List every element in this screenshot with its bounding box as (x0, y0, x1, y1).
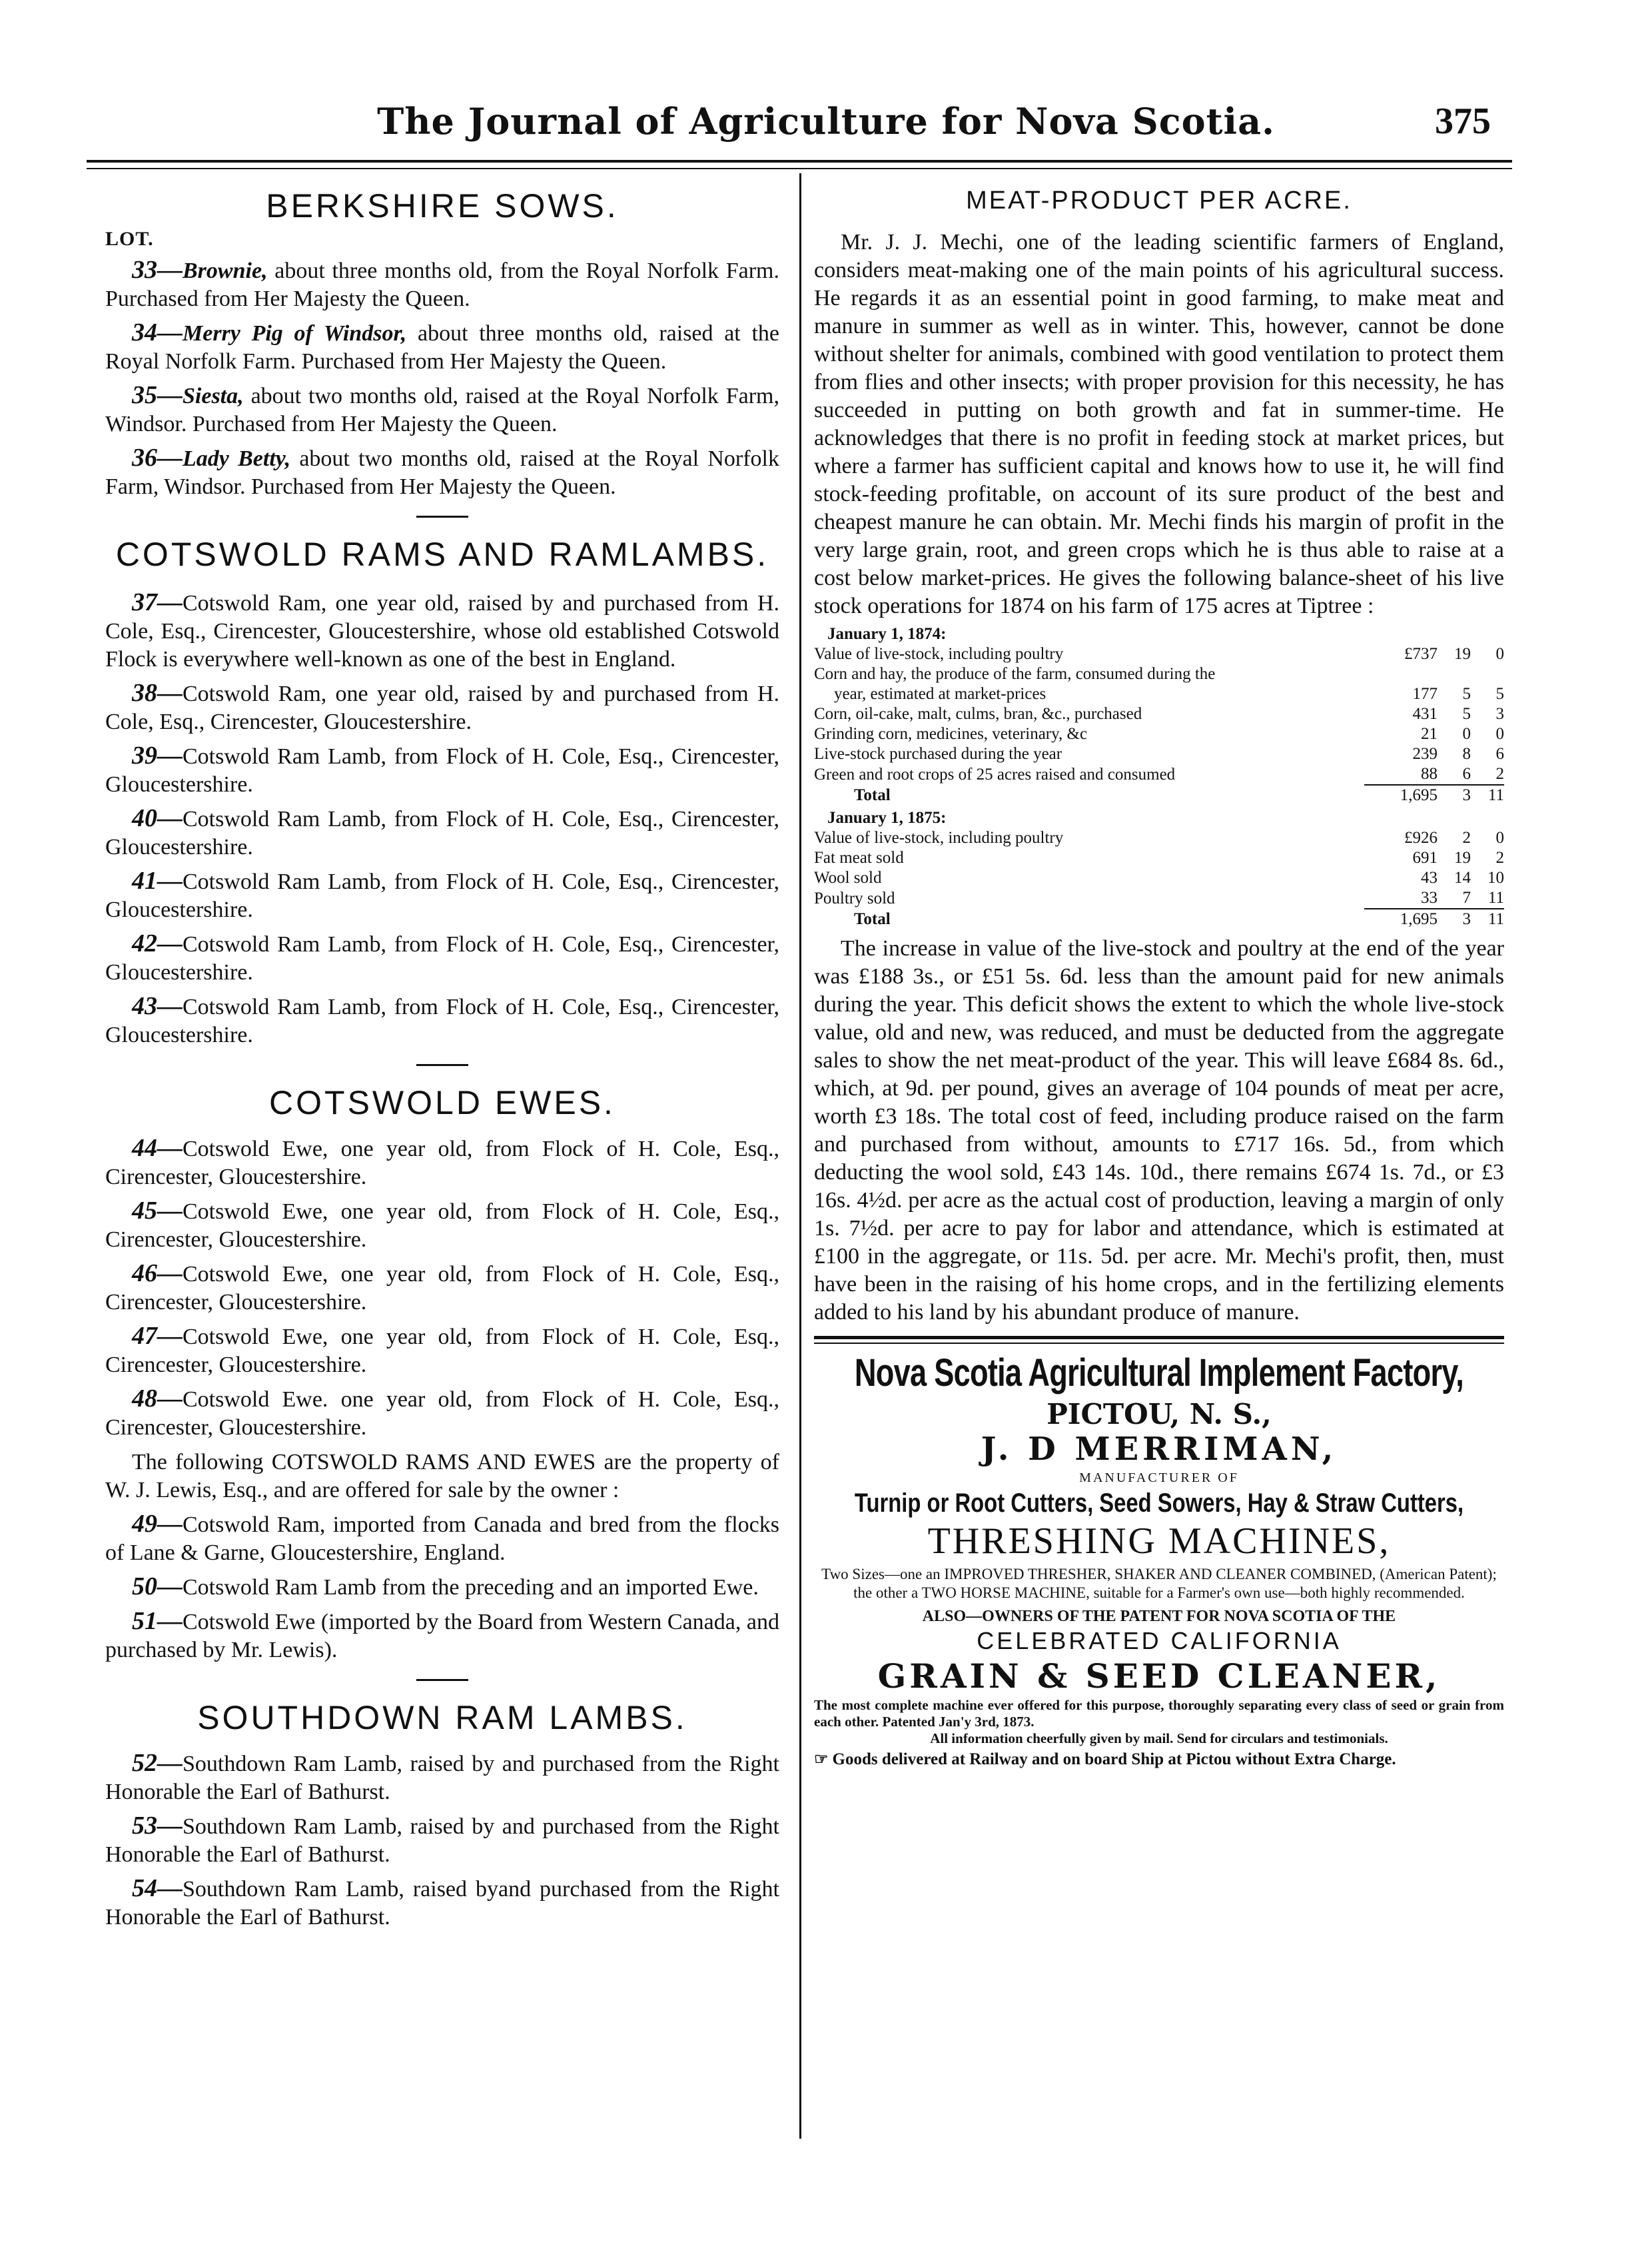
lot-dash: — (157, 318, 183, 346)
total-label: Total (854, 910, 891, 928)
lot-description: Southdown Ram Lamb, raised by and purchased from the Right Honorable the Earl of Bathurst. (105, 1814, 779, 1867)
lot-description: Southdown Ram Lamb, raised by and purchased from the Right Honorable the Earl of Bathurst. (105, 1752, 779, 1804)
header-rule-thin (87, 168, 1512, 169)
lot-dash: — (157, 992, 183, 1020)
balance-pounds: 177 (1412, 685, 1438, 703)
advert-title: Nova Scotia Agricultural Implement Factory, (854, 1351, 1464, 1395)
lot-dash: — (157, 679, 183, 707)
lot-description: Cotswold Ram Lamb, from Flock of H. Cole, Esq., Cirencester, Gloucestershire. (105, 807, 779, 859)
lot-item (105, 256, 779, 313)
lot-number: 48 (132, 1385, 157, 1412)
advert-sizes: Two Sizes—one an IMPROVED THRESHER, SHAKER AND CLEANER COMBINED, (American Patent); the other a TWO HORSE MACHINE, suitable for a Farmer's own use—both highly recommended. (821, 1566, 1497, 1601)
section-rule (416, 1064, 468, 1066)
lot-number: 42 (132, 929, 157, 957)
meat-para-2: The increase in value of the live-stock and poultry at the end of the year was £188 3s., or £51 5s. 6d. less than the amount paid for new animals during the year. This deficit shows the extent to which the whole live-stock value, old and new, was reduced, and must be deducted from the aggregate sales to show the net meat-product of the year. This will leave £684 8s. 6d., which, at 9d. per pound, gives an average of 104 pounds of meat per acre, worth £3 18s. The total cost of feed, including produce raised on the farm and purchased from without, amounts to £717 16s. 5d., from which deducting the wool sold, £43 14s. 10d., there remains £674 1s. 7d., or £3 16s. 4½d. per acre as the actual cost of production, leaving a margin of only 1s. 7½d. per acre to pay for labor and attendance, which is estimated at £100 in the aggregate, or 11s. 5d. per acre. Mr. Mechi's profit, then, must have been in the raising of his home crops, and in the fertilizing elements added to his land by his abundant produce of manure. (814, 936, 1504, 1325)
implement-factory-advert (814, 1351, 1504, 1770)
balance-shillings: 5 (1462, 685, 1471, 703)
balance-shillings: 14 (1454, 869, 1471, 887)
lot-number: 37 (132, 588, 157, 616)
balance-pounds: £737 (1404, 645, 1438, 663)
balance-pounds (1364, 664, 1438, 684)
balance-label: Fat meat sold (814, 849, 904, 867)
lot-item (105, 1259, 779, 1317)
section-rule (416, 1679, 468, 1681)
lewis-list (105, 1510, 779, 1664)
balance-row (814, 644, 1504, 664)
lot-item (105, 679, 779, 736)
lot-dash: — (157, 804, 183, 832)
cotswold-rams-list (105, 588, 779, 1049)
lot-number: 38 (132, 679, 157, 707)
lot-description: about two months old, raised at the Royal Norfolk Farm, Windsor. Purchased from Her Majesty the Queen. (105, 384, 779, 436)
advert-celebrated: CELEBRATED CALIFORNIA (977, 1627, 1342, 1654)
southdown-list (105, 1749, 779, 1932)
lot-number: 51 (132, 1607, 157, 1635)
advert-location: PICTOU, N. S., (1046, 1398, 1272, 1430)
lot-animal-name: Merry Pig of Windsor, (183, 321, 407, 346)
lot-item (105, 742, 779, 799)
total-shillings: 3 (1438, 785, 1471, 806)
lot-description: Cotswold Ram Lamb, from Flock of H. Cole, Esq., Cirencester, Gloucestershire. (105, 869, 779, 922)
lewis-note: The following COTSWOLD RAMS AND EWES are the property of W. J. Lewis, Esq., and are offered for sale by the owner : (105, 1450, 779, 1502)
lot-description: Cotswold Ram Lamb, from Flock of H. Cole, Esq., Cirencester, Gloucestershire. (105, 932, 779, 985)
lot-item (105, 588, 779, 674)
lot-animal-name: Siesta, (183, 384, 244, 408)
lot-dash: — (157, 1749, 183, 1777)
balance-pounds: 431 (1412, 705, 1438, 723)
balance-label: Grinding corn, medicines, veterinary, &c (814, 725, 1088, 743)
balance-shillings: 7 (1462, 889, 1471, 907)
lot-item (105, 318, 779, 376)
header-rule (87, 160, 1512, 163)
advert-description: The most complete machine ever offered for this purpose, thoroughly separating every class of seed or grain from each other. Patented Jan'y 3rd, 1873. (814, 1697, 1504, 1730)
cotswold-rams-heading: COTSWOLD RAMS AND RAMLAMBS. (115, 536, 769, 573)
lot-item (105, 1874, 779, 1932)
lot-item (105, 1749, 779, 1806)
meat-product-heading: MEAT-PRODUCT PER ACRE. (966, 187, 1352, 215)
lot-description: Cotswold Ram, imported from Canada and bred from the flocks of Lane & Garne, Gloucestershire, England. (105, 1512, 779, 1565)
lot-item (105, 1134, 779, 1191)
balance-pence: 3 (1495, 705, 1504, 723)
advert-goods (814, 1750, 1504, 1770)
lot-number: 53 (132, 1812, 157, 1840)
balance-row (814, 664, 1504, 684)
advert-info: All information cheerfully given by mail. Send for circulars and testimonials. (930, 1730, 1388, 1746)
lot-label: LOT. (105, 228, 154, 250)
balance-pence: 11 (1487, 889, 1504, 907)
lot-description: Cotswold Ram Lamb, from Flock of H. Cole, Esq., Cirencester, Gloucestershire. (105, 995, 779, 1047)
lot-item (105, 1197, 779, 1254)
lot-item (105, 929, 779, 987)
page-number: 375 (1435, 101, 1491, 142)
lot-number: 45 (132, 1197, 157, 1225)
balance-pounds: 88 (1421, 765, 1438, 783)
balance-date-1874: January 1, 1874: (827, 625, 947, 643)
lot-dash: — (157, 742, 183, 770)
lot-dash: — (157, 1812, 183, 1840)
advert-products: Turnip or Root Cutters, Seed Sowers, Hay & Straw Cutters, (854, 1488, 1464, 1518)
balance-pence: 2 (1495, 765, 1504, 783)
lot-description: Cotswold Ewe, one year old, from Flock of H. Cole, Esq., Cirencester, Gloucestershire. (105, 1199, 779, 1252)
lot-number: 52 (132, 1749, 157, 1777)
lot-description: about two months old, raised at the Royal Norfolk Farm, Windsor. Purchased from Her Majesty the Queen. (105, 446, 779, 499)
lot-number: 35 (132, 381, 157, 409)
balance-pence: 2 (1495, 849, 1504, 867)
advert-rules (814, 1336, 1504, 1344)
lot-number: 54 (132, 1874, 157, 1902)
balance-pence: 5 (1495, 685, 1504, 703)
lot-description: Cotswold Ram Lamb from the preceding and an imported Ewe. (183, 1575, 759, 1600)
balance-label: Live-stock purchased during the year (814, 745, 1062, 763)
lot-number: 43 (132, 992, 157, 1020)
lot-number: 40 (132, 804, 157, 832)
total-shillings: 3 (1438, 909, 1471, 929)
lot-dash: — (157, 1259, 183, 1287)
lot-description: Cotswold Ewe, one year old, from Flock of H. Cole, Esq., Cirencester, Gloucestershire. (105, 1325, 779, 1377)
lot-dash: — (157, 1607, 183, 1635)
balance-pence (1471, 664, 1504, 684)
balance-pence: 10 (1487, 869, 1504, 887)
total-pence: 11 (1471, 785, 1504, 806)
lot-number: 33 (132, 256, 157, 284)
balance-pounds: 33 (1421, 889, 1438, 907)
balance-pounds: 43 (1421, 869, 1438, 887)
lot-number: 49 (132, 1510, 157, 1538)
berkshire-heading: BERKSHIRE SOWS. (266, 187, 619, 225)
southdown-heading: SOUTHDOWN RAM LAMBS. (197, 1699, 687, 1736)
lot-description: about three months old, raised at the Royal Norfolk Farm. Purchased from Her Majesty the Queen. (105, 321, 779, 374)
lot-dash: — (157, 1322, 183, 1350)
lot-number: 39 (132, 742, 157, 770)
balance-shillings: 0 (1462, 725, 1471, 743)
berkshire-list (105, 256, 779, 501)
lot-item (105, 1510, 779, 1567)
balance-label: Poultry sold (814, 889, 895, 907)
balance-row (814, 888, 1504, 909)
balance-shillings: 19 (1454, 849, 1471, 867)
lot-dash: — (157, 256, 183, 284)
running-title: The Journal of Agriculture for Nova Scotia. (377, 100, 1275, 143)
balance-row (814, 744, 1504, 764)
lot-description: Southdown Ram Lamb, raised byand purchased from the Right Honorable the Earl of Bathurst. (105, 1877, 779, 1930)
lot-dash: — (157, 1510, 183, 1538)
lot-description: Cotswold Ewe. one year old, from Flock of H. Cole, Esq., Cirencester, Gloucestershire. (105, 1387, 779, 1440)
lot-dash: — (157, 867, 183, 895)
advert-threshing: THRESHING MACHINES, (927, 1520, 1391, 1562)
balance-row (814, 684, 1504, 704)
balance-pence: 6 (1495, 745, 1504, 763)
cotswold-ewes-heading: COTSWOLD EWES. (269, 1084, 616, 1121)
balance-pence: 0 (1495, 645, 1504, 663)
lot-item (105, 1812, 779, 1869)
lot-dash: — (157, 1385, 183, 1412)
lot-item (105, 1385, 779, 1442)
balance-row (814, 828, 1504, 848)
lot-animal-name: Brownie, (183, 259, 268, 283)
advert-manufacturer-label: MANUFACTURER OF (1079, 1470, 1239, 1485)
lot-dash: — (157, 444, 183, 472)
lot-animal-name: Lady Betty, (183, 446, 291, 471)
lot-number: 46 (132, 1259, 157, 1287)
balance-label: Value of live-stock, including poultry (814, 645, 1064, 663)
balance-label: Value of live-stock, including poultry (814, 829, 1064, 847)
lot-dash: — (157, 929, 183, 957)
balance-date-1875: January 1, 1875: (827, 809, 947, 827)
balance-pence: 0 (1495, 829, 1504, 847)
lot-item (105, 992, 779, 1049)
cotswold-ewes-list (105, 1134, 779, 1442)
lot-number: 41 (132, 867, 157, 895)
balance-shillings: 19 (1454, 645, 1471, 663)
balance-shillings: 5 (1462, 705, 1471, 723)
total-pounds: 1,695 (1364, 909, 1438, 929)
lot-description: Cotswold Ram, one year old, raised by and purchased from H. Cole, Esq., Cirencester, Gloucestershire, whose old established Cotswold Flock is everywhere well-known as one of the best in England. (105, 591, 779, 672)
lot-item (105, 381, 779, 438)
balance-pounds: 239 (1412, 745, 1438, 763)
balance-row (814, 724, 1504, 744)
balance-pounds: £926 (1404, 829, 1438, 847)
lot-dash: — (157, 1874, 183, 1902)
balance-pounds: 21 (1421, 725, 1438, 743)
total-pounds: 1,695 (1364, 785, 1438, 806)
lot-number: 50 (132, 1572, 157, 1600)
balance-row (814, 848, 1504, 868)
lot-dash: — (157, 1197, 183, 1225)
balance-pence: 0 (1495, 725, 1504, 743)
column-divider (799, 173, 801, 2139)
balance-label: Green and root crops of 25 acres raised and consumed (814, 766, 1176, 784)
advert-grain-cleaner: GRAIN & SEED CLEANER, (877, 1656, 1441, 1696)
lot-description: Cotswold Ewe (imported by the Board from Western Canada, and purchased by Mr. Lewis). (105, 1610, 779, 1662)
section-rule (416, 516, 468, 518)
advert-also: ALSO—OWNERS OF THE PATENT FOR NOVA SCOTIA OF THE (922, 1608, 1396, 1625)
balance-label: Wool sold (814, 869, 882, 887)
pointing-hand-icon: ☞ (814, 1751, 829, 1768)
lot-item (105, 867, 779, 924)
lot-description: Cotswold Ewe, one year old, from Flock of H. Cole, Esq., Cirencester, Gloucestershire. (105, 1262, 779, 1315)
lot-item (105, 1607, 779, 1664)
balance-shillings: 2 (1462, 829, 1471, 847)
balance-row (814, 868, 1504, 888)
left-column (105, 187, 779, 1937)
right-column (814, 187, 1504, 1770)
lot-dash: — (157, 1134, 183, 1162)
balance-shillings: 8 (1462, 745, 1471, 763)
lot-number: 44 (132, 1134, 157, 1162)
lot-dash: — (157, 381, 183, 409)
lot-description: Cotswold Ewe, one year old, from Flock of H. Cole, Esq., Cirencester, Gloucestershire. (105, 1137, 779, 1189)
total-pence: 11 (1471, 909, 1504, 929)
advert-goods-text: Goods delivered at Railway and on board Ship at Pictou without Extra Charge. (832, 1750, 1396, 1768)
meat-para-1: Mr. J. J. Mechi, one of the leading scientific farmers of England, considers meat-making one of the main points of his agricultural success. He regards it as an essential point in good farming, to make meat and manure in summer as well as in winter. This, however, cannot be done without shelter for animals, combined with good ventilation to protect them from flies and other insects; with proper provision for this necessity, he has succeeded in putting on both growth and fat in summer-time. He acknowledges that there is no profit in feeding stock at market prices, but where a farmer has sufficient capital and knows how to use it, he will find stock-feeding profitable, on account of its sure product of the best and cheapest manure he can obtain. Mr. Mechi finds his margin of profit in the very large grain, root, and green crops which he is thus able to raise at a cost below market-prices. He gives the following balance-sheet of his live stock operations for 1874 on his farm of 175 acres at Tiptree : (814, 230, 1504, 618)
lot-description: about three months old, from the Royal Norfolk Farm. Purchased from Her Majesty the Queen. (105, 259, 779, 311)
balance-sheet-1874 (814, 624, 1504, 806)
lot-dash: — (157, 588, 183, 616)
lot-description: Cotswold Ram, one year old, raised by and purchased from H. Cole, Esq., Cirencester, Gloucestershire. (105, 682, 779, 734)
balance-sheet-1875 (814, 808, 1504, 929)
balance-pounds: 691 (1412, 849, 1438, 867)
balance-label: Corn and hay, the produce of the farm, consumed during the (814, 665, 1216, 683)
lot-item (105, 804, 779, 861)
lot-number: 34 (132, 318, 157, 346)
balance-row (814, 764, 1504, 785)
balance-label: Corn, oil-cake, malt, culms, bran, &c., purchased (814, 705, 1142, 723)
balance-label: year, estimated at market-prices (834, 685, 1046, 703)
lot-item (105, 1322, 779, 1379)
lot-number: 36 (132, 444, 157, 472)
lot-number: 47 (132, 1322, 157, 1350)
lot-dash: — (157, 1572, 183, 1600)
lot-description: Cotswold Ram Lamb, from Flock of H. Cole, Esq., Cirencester, Gloucestershire. (105, 744, 779, 797)
lot-item (105, 1572, 779, 1602)
balance-shillings (1438, 664, 1471, 684)
balance-row (814, 704, 1504, 724)
total-label: Total (854, 786, 891, 804)
lot-item (105, 444, 779, 501)
advert-proprietor: J. D MERRIMAN, (981, 1430, 1338, 1468)
balance-shillings: 6 (1462, 765, 1471, 783)
